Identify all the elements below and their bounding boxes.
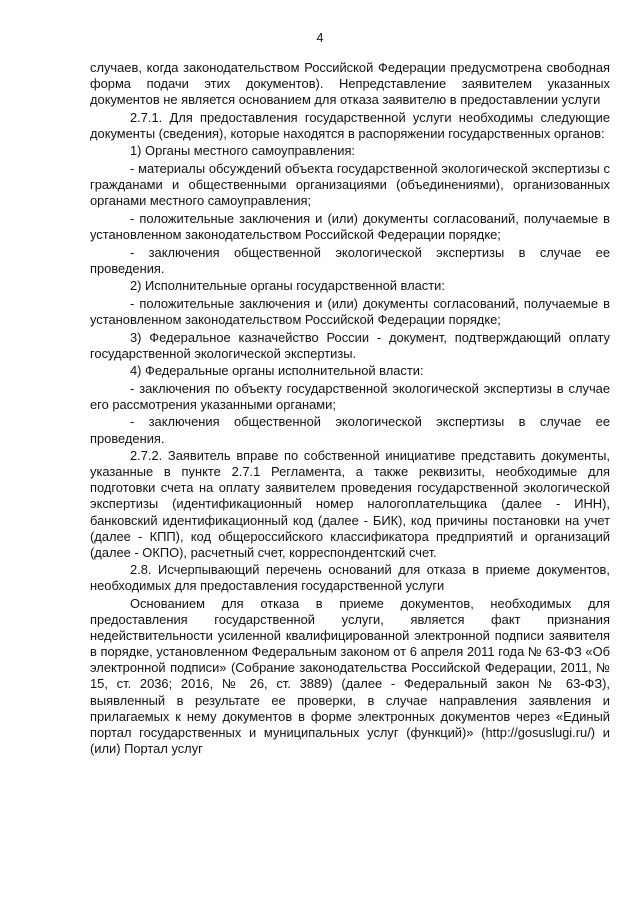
paragraph: Основанием для отказа в приеме документов, необходимых для предоставления государственной услуги, является факт признания недействительности усиленной квалифицированной электронной подписи заявителя в порядке, установленном Федеральным законом от 6 апреля 2011 года № 63-ФЗ «Об электронной подписи» (Собрание законодательства Российской Федерации, 2011, № 15, ст. 2036; 2016, № 26, ст. 3889) (далее - Федеральный закон № 63-ФЗ), выявленный в результате ее проверки, в случае направления заявления и прилагаемых к нему документов в форме электронных документов через «Единый портал государственных и муниципальных услуг (функций)» (http://gosuslugi.ru/) и (или) Портал услуг (90, 596, 610, 756)
paragraph: - положительные заключения и (или) документы согласований, получаемые в установленном законодательством Российской Федерации порядке; (90, 210, 610, 242)
paragraph: - положительные заключения и (или) документы согласований, получаемые в установленном законодательством Российской Федерации порядке; (90, 295, 610, 327)
paragraph: 1) Органы местного самоуправления: (130, 143, 356, 159)
page-number: 4 (316, 31, 324, 45)
paragraph: 3) Федеральное казначейство России - документ, подтверждающий оплату государственной экологической экспертизы. (90, 329, 610, 361)
paragraph: 2.7.1. Для предоставления государственной услуги необходимы следующие документы (сведения), которые находятся в распоряжении государственных органов: (90, 109, 610, 141)
paragraph: 2.8. Исчерпывающий перечень оснований для отказа в приеме документов, необходимых для предоставления государственной услуги (90, 562, 610, 594)
paragraph: 4) Федеральные органы исполнительной власти: (130, 363, 424, 379)
paragraph: - заключения общественной экологической экспертизы в случае ее проведения. (90, 244, 610, 276)
paragraph: - заключения по объекту государственной экологической экспертизы в случае его рассмотрения указанными органами; (90, 380, 610, 412)
paragraph: 2.7.2. Заявитель вправе по собственной инициативе представить документы, указанные в пункте 2.7.1 Регламента, а также реквизиты, необходимые для подготовки счета на оплату заявителем проведения государственной экологической экспертизы (идентификационный номер налогоплательщика (далее - ИНН), банковский идентификационный код (далее - БИК), код причины постановки на учет (далее - КПП), код общероссийского классификатора предприятий и организаций (далее - ОКПО), расчетный счет, корреспондентский счет. (90, 448, 610, 560)
paragraph: случаев, когда законодательством Российской Федерации предусмотрена свободная форма подачи этих документов). Непредставление заявителем указанных документов не является основанием для отказа заявителю в предоставлении услуги (90, 60, 610, 108)
paragraph: - материалы обсуждений объекта государственной экологической экспертизы с гражданами и общественными организациями (объединениями), организованных органами местного самоуправления; (90, 161, 610, 209)
document-body (90, 60, 610, 757)
paragraph: - заключения общественной экологической экспертизы в случае ее проведения. (90, 414, 610, 446)
paragraph: 2) Исполнительные органы государственной власти: (130, 278, 445, 294)
